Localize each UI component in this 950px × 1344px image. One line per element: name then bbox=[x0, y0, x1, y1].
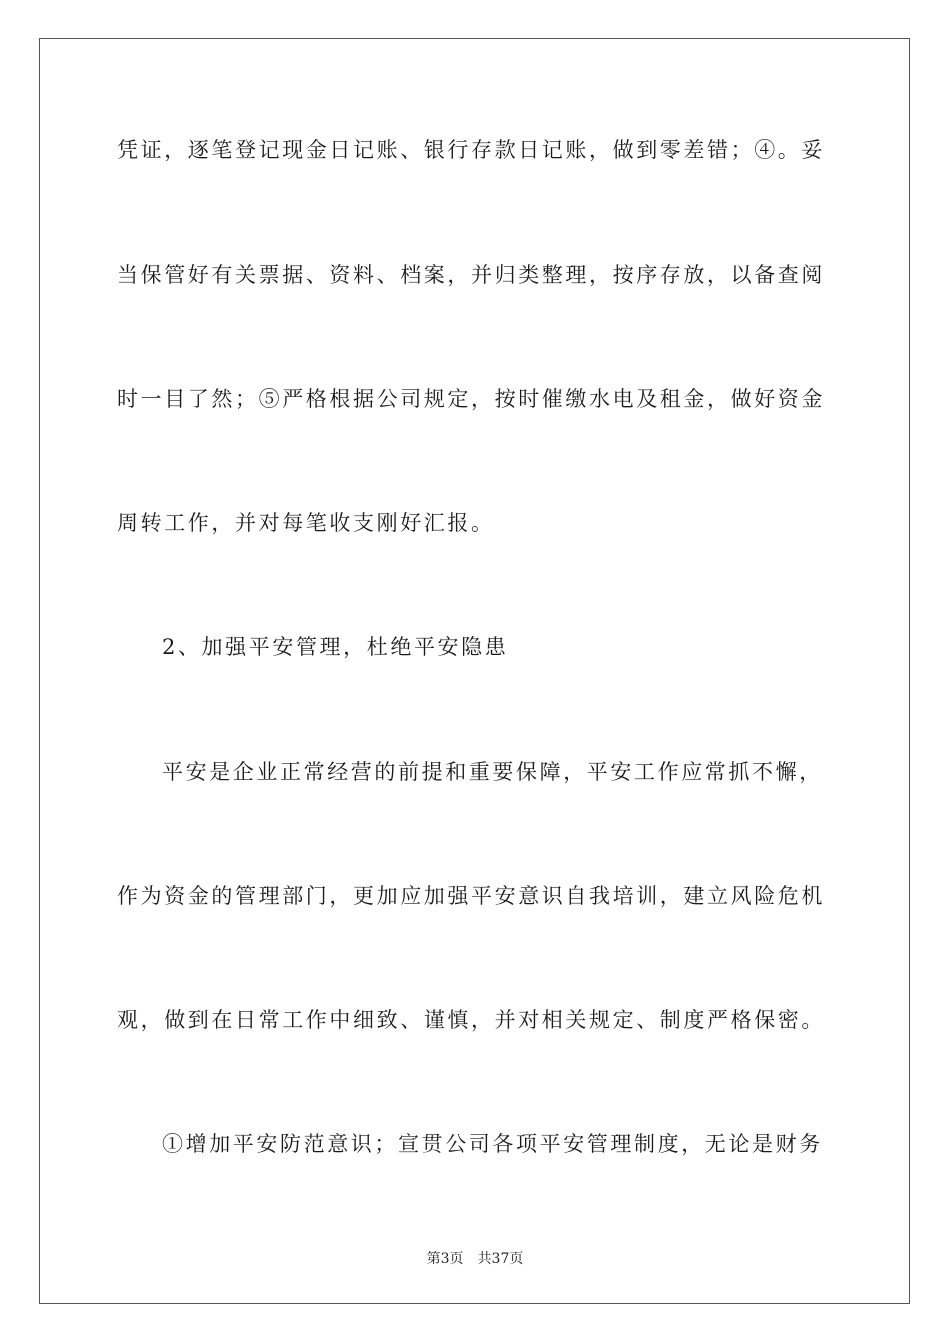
page-border bbox=[39, 38, 910, 1304]
body-line-1: 凭证，逐笔登记现金日记账、银行存款日记账，做到零差错；④。妥 bbox=[117, 138, 825, 162]
body-line-6: 平安是企业正常经营的前提和重要保障，平安工作应常抓不懈， bbox=[162, 760, 823, 784]
page-number: 第3页 bbox=[426, 1251, 464, 1267]
section-heading: 2、加强平安管理，杜绝平安隐患 bbox=[162, 635, 509, 659]
page-footer bbox=[0, 1248, 950, 1268]
body-line-9: ①增加平安防范意识；宣贯公司各项平安管理制度，无论是财务 bbox=[162, 1132, 823, 1156]
body-line-8: 观，做到在日常工作中细致、谨慎，并对相关规定、制度严格保密。 bbox=[117, 1008, 825, 1032]
body-line-2: 当保管好有关票据、资料、档案，并归类整理，按序存放，以备查阅 bbox=[117, 263, 825, 287]
body-line-7: 作为资金的管理部门，更加应加强平安意识自我培训，建立风险危机 bbox=[117, 884, 825, 908]
body-line-4: 周转工作，并对每笔收支刚好汇报。 bbox=[117, 511, 495, 535]
body-line-3: 时一目了然；⑤严格根据公司规定，按时催缴水电及租金，做好资金 bbox=[117, 387, 825, 411]
page-total: 共37页 bbox=[477, 1251, 524, 1267]
